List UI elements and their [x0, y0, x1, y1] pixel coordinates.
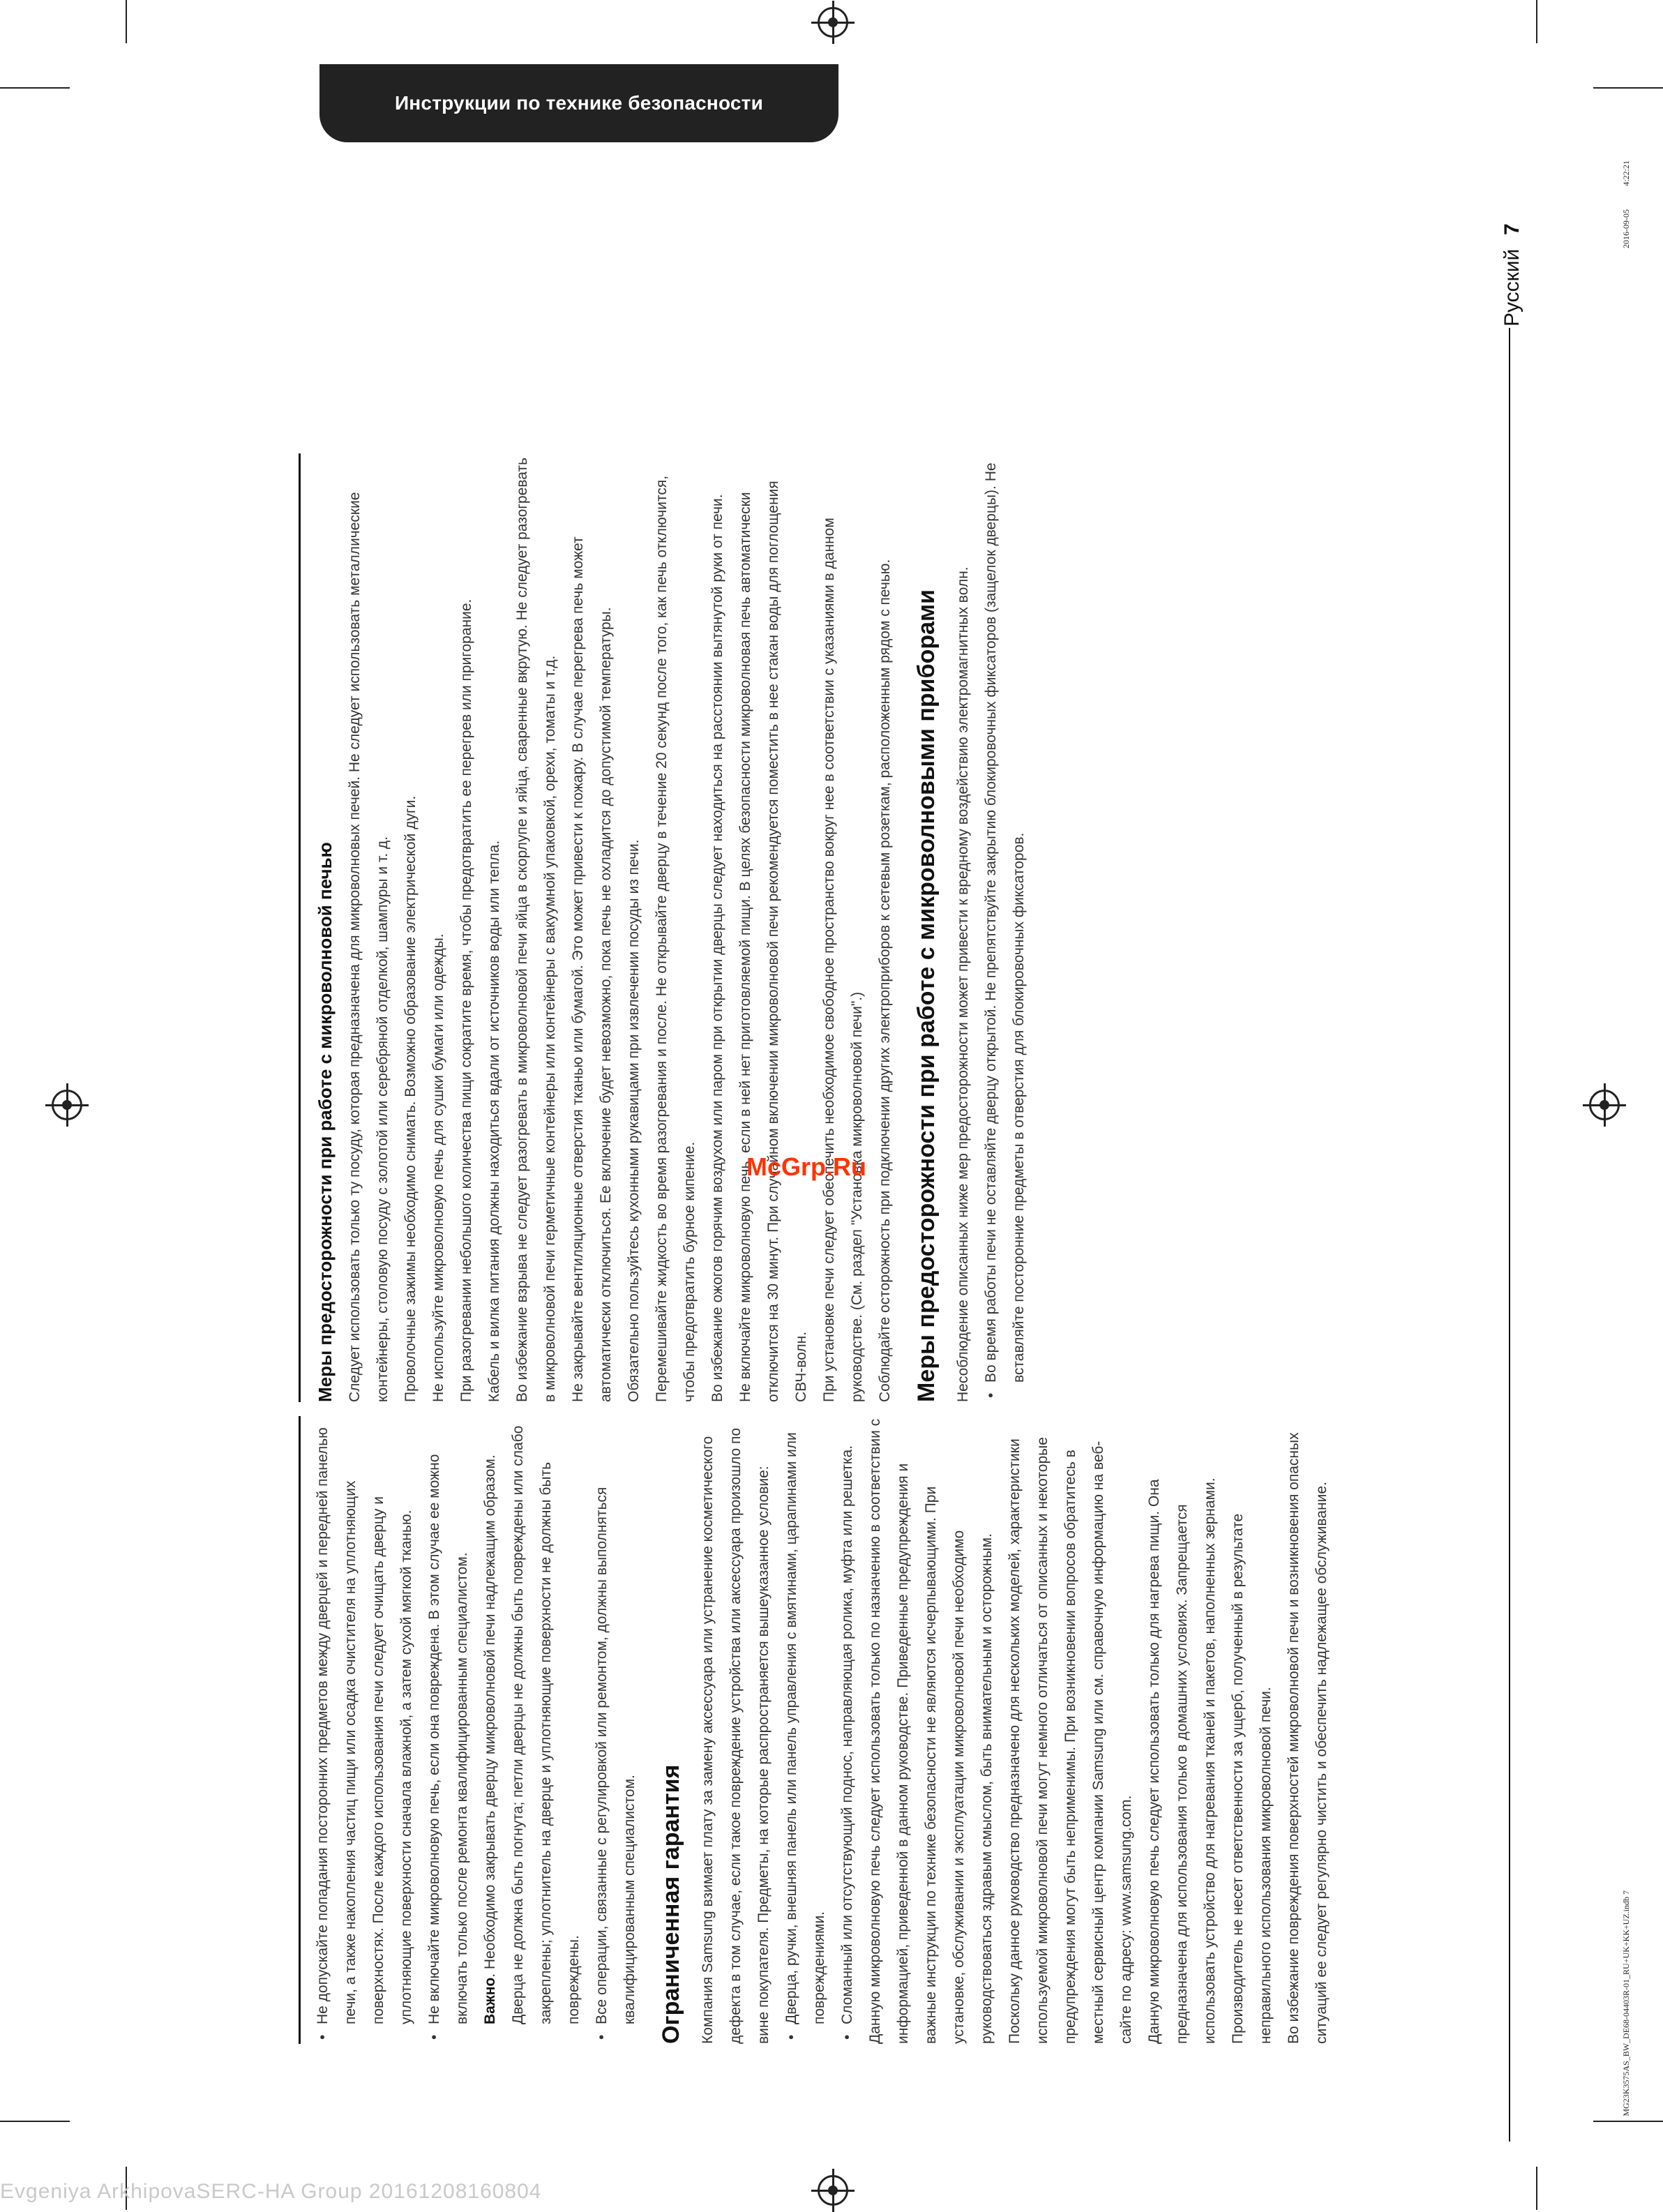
paragraph: Не используйте микроволновую печь для сушки бумаги или одежды. — [430, 933, 446, 1402]
file-info: MG23K3575AS_BW_DE68-04403R-01_RU+UK+KK+UZ.indb 7 — [1621, 1890, 1631, 2116]
paragraph: Кабель и вилка питания должны находиться вдали от источников воды или тепла. — [486, 840, 502, 1402]
paragraph: Компания Samsung взимает плату за замену аксессуара или устранение косметического дефекта в том случае, если такое повреждение устройства или аксессуара произошло по вине покупателя. Предметы, на которые распространяется вышеуказанное условие: — [700, 1427, 772, 2044]
paragraph: Данную микроволновую печь следует использовать только по назначению в соответствии с информацией, приведенной в данном руководстве. Приведенные предупреждения и важные инструкции по технике безопасности не являются исчерпывающими. При установке, обслуживании и эксплуатации микроволновой печи необходимо руководствоваться здравым смыслом, быть внимательным и осторожным. — [867, 1418, 995, 2044]
section-heading: Меры предосторожности при работе с микроволновыми приборами — [913, 589, 940, 1402]
bullet-item: • Дверца, ручки, внешняя панель или панель управления с вмятинами, царапинами или повреждениями. — [778, 1416, 834, 2044]
crop-mark — [0, 87, 70, 89]
bullet-item: • Во время работы печи не оставляйте дверцу открытой. Не препятствуйте закрытию блокировочных фиксаторов (защелок дверцы). Не вставляйте посторонние предметы в отверстия для блокировочных фиксаторов. — [977, 453, 1033, 1402]
paragraph: Проволочные зажимы необходимо снимать. Возможно образование электрической дуги. — [402, 795, 419, 1402]
watermark: Evgeniya ArkhipovaSERC-HA Group 20161208160804 — [0, 2180, 542, 2203]
column-top-rule — [299, 1416, 301, 2044]
section-header-title: Инструкции по технике безопасности — [394, 92, 764, 114]
registration-mark-icon — [818, 2175, 848, 2206]
paragraph: Несоблюдение описанных ниже мер предосторожности может привести к вредному воздействию электромагнитных волн. — [955, 566, 971, 1402]
print-time: 4:22:21 — [1621, 160, 1631, 186]
section-heading: Ограниченная гарантия — [658, 1764, 684, 2044]
crop-mark — [0, 2121, 70, 2122]
paragraph: Во избежание взрыва не следует разогревать в микроволновой печи яйца в скорлупе и яйца, сваренные вкрутую. Не следует разогревать в микроволновой печи герметичные контейнеры или контейнеры с вакуумной упаковкой, орехи, томаты и т.д. — [514, 457, 558, 1402]
paragraph: Не закрывайте вентиляционные отверстия тканью или бумагой. Это может привести к пожару. В случае перегрева печь может автоматически отключиться. Ее включение будет невозможно, пока печь не охладится до допустимой температуры. — [570, 536, 614, 1402]
crop-mark — [1593, 2121, 1663, 2122]
bullet-item: • Не допускайте попадания посторонних предметов между дверцей и передней панелью печи, а также накопления частиц пищи или осадка очистителя на уплотняющих поверхностях. После каждого использования печи следует очищать дверцу и уплотняющие поверхности сначала влажной, а затем сухой мягкой тканью. — [309, 1416, 421, 2044]
paragraph: Перемешивайте жидкость во время разогревания и после. Не открывайте дверцу в течение 20 секунд после того, как печь отключится, чтобы предотвратить бурное кипение. — [654, 475, 698, 1402]
paragraph: Поскольку данное руководство предназначено для нескольких моделей, характеристики используемой микроволновой печи могут немного отличаться от описанных и некоторые предупреждения могут быть неприменимы. При возникновении вопросов обратитесь в местный сервисный центр компании Samsung или см. справочную информацию на веб-сайте по адресу: www.samsung.com. — [1007, 1437, 1134, 2044]
paragraph: Во избежание повреждения поверхностей микроволновой печи и возникновения опасных ситуаций ее следует регулярно чистить и обеспечить надлежащее обслуживание. — [1286, 1432, 1330, 2044]
site-label: McGrp.Ru — [746, 1152, 867, 1181]
left-column — [309, 453, 1033, 1402]
registration-mark-icon — [818, 7, 848, 38]
paragraph: Во избежание ожогов горячим воздухом или паром при открытии дверцы следует находиться на расстоянии вытянутой руки от печи. — [709, 494, 725, 1402]
paragraph: Соблюдайте осторожность при подключении других электроприборов к сетевым розеткам, расположенным рядом с печью. — [877, 559, 893, 1402]
right-column — [309, 1416, 1336, 2044]
paragraph: Данную микроволновую печь следует использовать только для нагрева пищи. Она предназначена для использования только в домашних условиях. Запрещается использовать устройство для нагревания тканей и пакетов, наполненных зернами. Производитель не несет ответственности за ущерб, полученный в результате неправильного использования микроволновой печи. — [1146, 1477, 1274, 2044]
column-top-rule — [299, 453, 301, 1402]
crop-mark — [1536, 0, 1537, 43]
important-text: . Необходимо закрывать дверцу микроволновой печи надлежащим образом. Дверца не должна быть погнута; петли дверцы не должны быть повреждены или слабо закреплены; уплотнитель на дверце и уплотняющие поверхности не должны быть повреждены. — [482, 1425, 582, 2024]
paragraph: Обязательно пользуйтесь кухонными рукавицами при извлечении посуды из печи. — [626, 839, 642, 1402]
crop-mark — [126, 0, 127, 43]
paragraph: При разогревании небольшого количества пищи сократите время, чтобы предотвратить ее перегрев или пригорание. — [458, 599, 474, 1402]
crop-mark — [1536, 2167, 1537, 2210]
bullet-item: • Все операции, связанные с регулировкой или ремонтом, должны выполняться квалифицированным специалистом. — [588, 1416, 644, 2044]
important-note — [476, 1416, 588, 2044]
footer-page-number: 7 — [1500, 223, 1523, 235]
paragraph: При установке печи следует обеспечить необходимое свободное пространство вокруг нее в соответствии с указаниями в данном руководстве. (См. раздел "Установка микроволновой печи".) — [821, 518, 865, 1402]
section-header-tab — [319, 64, 838, 142]
footer-language: Русский — [1500, 248, 1523, 326]
page-content — [23, 293, 1641, 2107]
bullet-item: • Сломанный или отсутствующий поднос, направляющая ролика, муфта или решетка. — [834, 1416, 861, 2044]
print-date: 2016-09-05 — [1621, 209, 1631, 248]
important-label: Важно — [482, 1977, 498, 2024]
paragraph: Следует использовать только ту посуду, которая предназначена для микроволновых печей. Не следует использовать металлические контейнеры, столовую посуду с золотой или серебряной отделкой, шампуры и т. д. — [347, 492, 391, 1402]
section-heading: Меры предосторожности при работе с микроволновой печью — [315, 842, 336, 1402]
bullet-item: • Не включайте микроволновую печь, если она повреждена. В этом случае ее можно включать только после ремонта квалифицированным специалистом. — [421, 1416, 476, 2044]
paragraph: Не включайте микроволновую печь, если в ней нет приготовляемой пищи. В целях безопасности микроволновая печь автоматически отключится на 30 минут. При случайном включении микроволновой печи рекомендуется поместить в нее стакан воды для поглощения СВЧ-волн. — [737, 481, 809, 1402]
crop-mark — [1593, 87, 1663, 89]
